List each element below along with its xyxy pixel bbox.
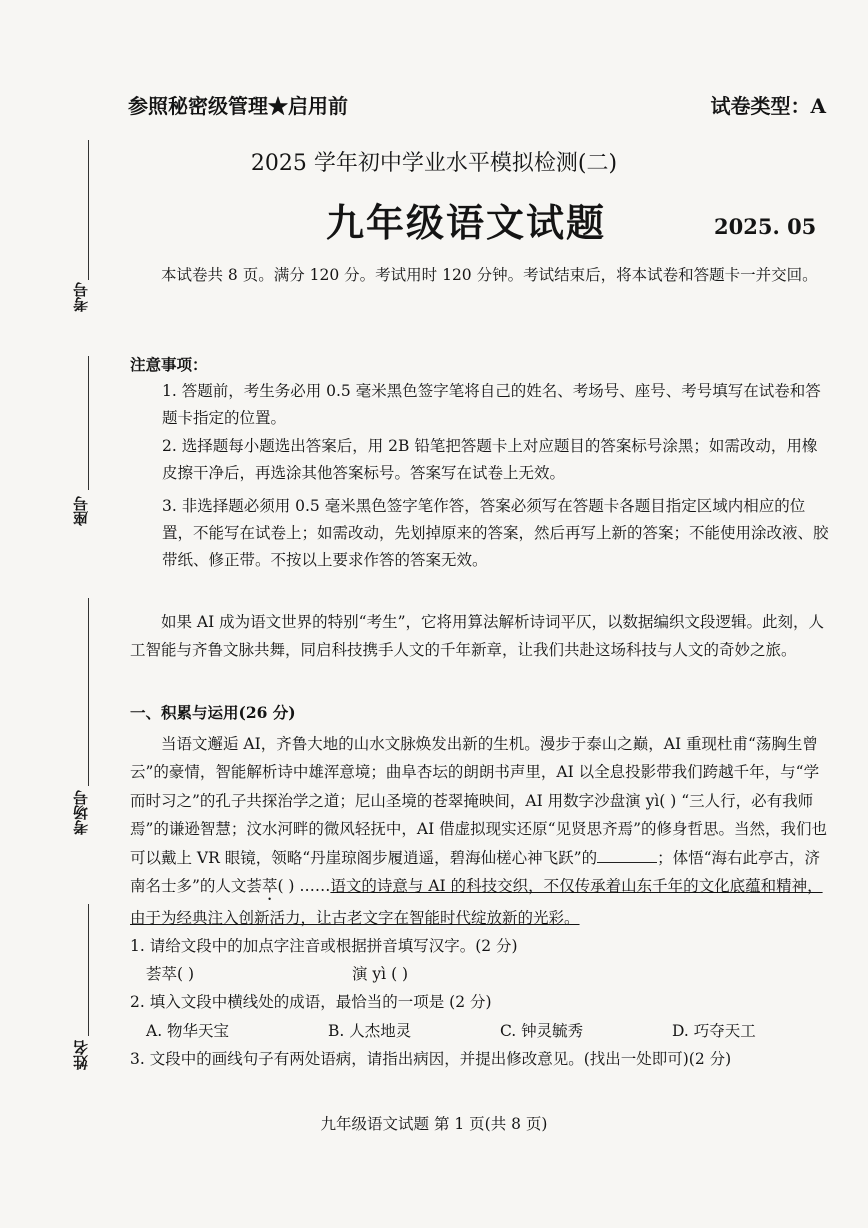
exam-intro: 本试卷共 8 页。满分 120 分。考试用时 120 分钟。考试结束后，将本试卷和答题卡一并交回。 [161, 266, 818, 284]
seat-number-label: 座号 [72, 496, 90, 526]
passage-text: ( ) …… [277, 877, 331, 896]
question-2: 2. 填入文段中横线处的成语，最恰当的一项是 (2 分) [130, 993, 492, 1011]
binding-line [88, 904, 89, 1036]
exam-name: 2025 学年初中学业水平模拟检测(二) [250, 151, 618, 176]
question-1-item-b: 演 yì ( ) [352, 965, 409, 983]
exam-number-label: 考号 [72, 282, 90, 312]
classification-label: 参照秘密级管理★启用前 [128, 94, 348, 118]
page-title: 九年级语文试题 [326, 200, 607, 245]
name-label: 姓名 [72, 1040, 90, 1070]
exam-date: 2025. 05 [714, 214, 817, 239]
notice-item: 1. 答题前，考生务必用 0.5 毫米黑色签字笔将自己的姓名、考场号、座号、考号填写在试卷和答题卡指定的位置。 [162, 382, 821, 427]
page-footer: 九年级语文试题 第 1 页(共 8 页) [320, 1115, 548, 1133]
paper-type-label: 试卷类型：A [710, 94, 826, 118]
question-3: 3. 文段中的画线句子有两处语病，请指出病因，并提出修改意见。(找出一处即可)(2 分) [130, 1050, 732, 1068]
exam-room-label: 考场号 [72, 790, 90, 835]
reading-passage [130, 730, 830, 932]
option-b: B. 人杰地灵 [328, 1022, 412, 1040]
notice-item: 2. 选择题每小题选出答案后，用 2B 铅笔把答题卡上对应题目的答案标号涂黑；如需改动，用橡皮擦干净后，再选涂其他答案标号。答案写在试卷上无效。 [162, 437, 818, 482]
option-a: A. 物华天宝 [146, 1022, 230, 1040]
dotted-char: 萃 [261, 877, 278, 896]
passage-text: 当语文邂逅 AI，齐鲁大地的山水文脉焕发出新的生机。漫步于泰山之巅，AI 重现杜甫“荡胸生曾云”的豪情，智能解析诗中雄浑意境；曲阜杏坛的朗朗书声里，AI 以全息投影带我们跨越千年，与“学而时习之”的孔子共探治学之道；尼山圣境的苍翠掩映间，AI 用数字沙盘演 yì( ) “三人行，必有我师焉”的谦逊智慧；汶水河畔的微风轻抚中，AI 借虚拟现实还原“见贤思齐焉”的修身哲思。当然，我们也可以戴上 VR 眼镜，领略“丹崖琼阁步履逍遥，碧海仙槎心神飞跃”的 [130, 735, 828, 867]
passage-text: ；体悟“海右此亭古，济南名士多”的人文荟 [130, 848, 821, 896]
option-c: C. 钟灵毓秀 [500, 1022, 584, 1040]
binding-line [88, 356, 89, 490]
fill-blank [597, 846, 657, 863]
section-heading: 一、积累与运用(26 分) [130, 703, 296, 722]
underlined-sentence: 语文的诗意与 AI 的科技交织，不仅传承着山东千年的文化底蕴和精神，由于为经典注入创新活力，让古老文字在智能时代绽放新的光彩。 [130, 877, 823, 928]
question-1: 1. 请给文段中的加点字注音或根据拼音填写汉字。(2 分) [130, 937, 518, 955]
question-1-item-a: 荟萃( ) [146, 965, 195, 983]
notice-item: 3. 非选择题必须用 0.5 毫米黑色签字笔作答，答案必须写在答题卡各题目指定区域内相应的位置，不能写在试卷上；如需改动，先划掉原来的答案，然后再写上新的答案；不能使用涂改液、胶带纸、修正带。不按以上要求作答的答案无效。 [162, 497, 829, 569]
lead-paragraph: 如果 AI 成为语文世界的特别“考生”，它将用算法解析诗词平仄，以数据编织文段逻辑。此刻，人工智能与齐鲁文脉共舞，同启科技携手人文的千年新章，让我们共赴这场科技与人文的奇妙之旅。 [130, 613, 825, 659]
notice-heading: 注意事项： [130, 355, 208, 374]
binding-line [88, 598, 89, 786]
option-d: D. 巧夺天工 [672, 1022, 756, 1040]
